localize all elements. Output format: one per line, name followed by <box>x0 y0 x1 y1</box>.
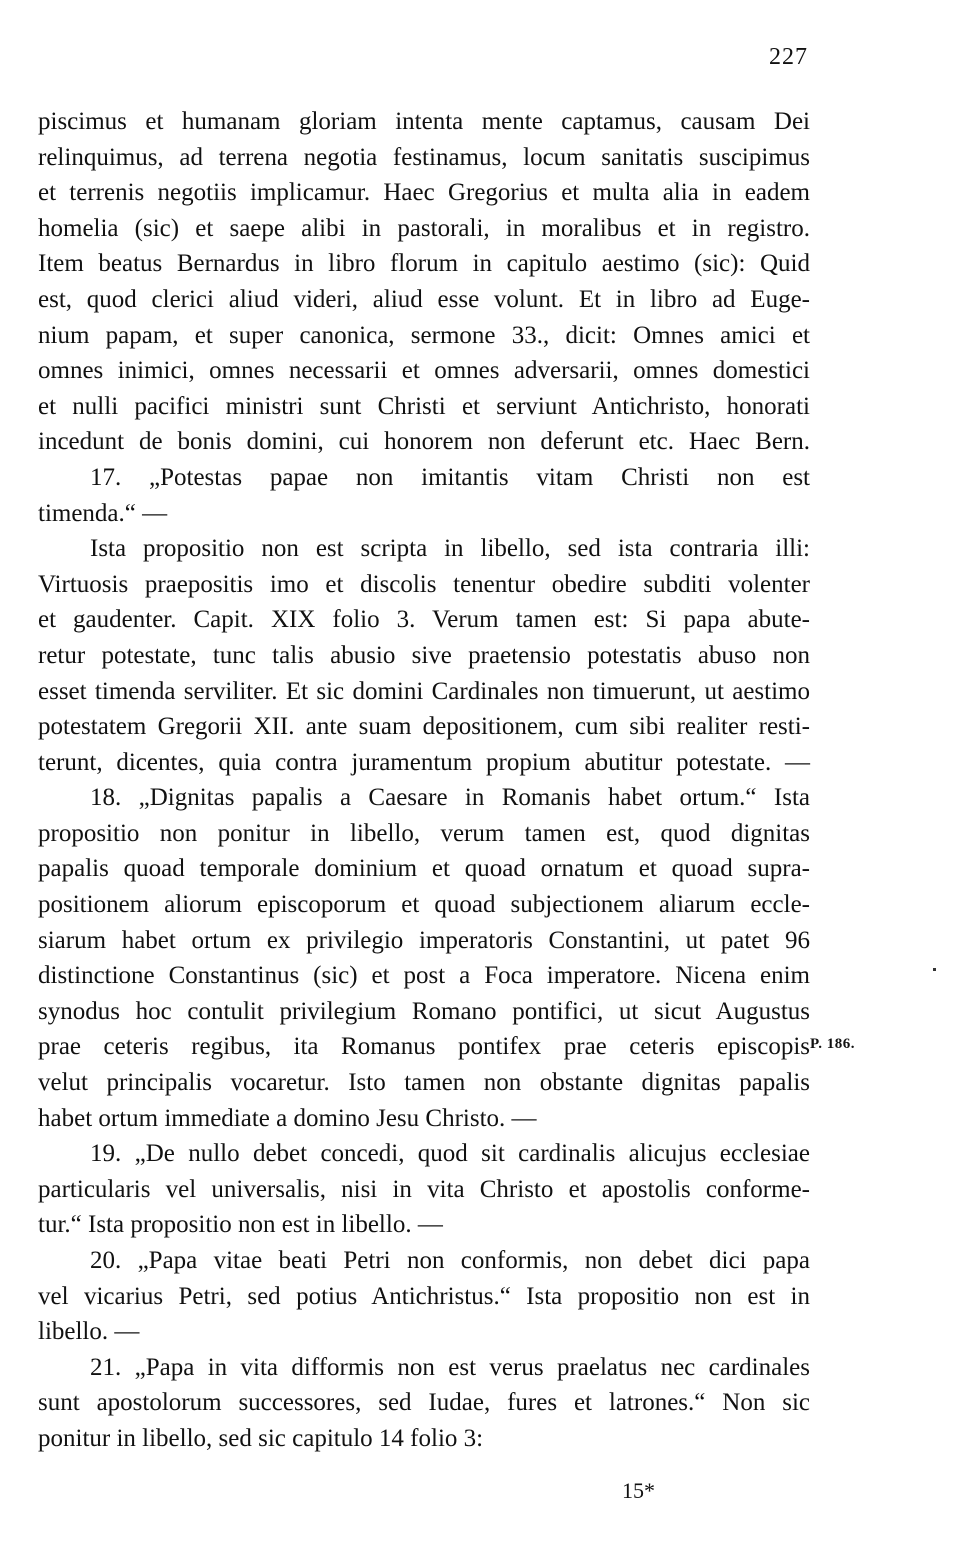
text-line: et terrenis negotiis implicamur. Haec Gregorius et multa alia in eadem <box>38 179 810 207</box>
text-line: et gaudenter. Capit. XIX folio 3. Verum tamen est: Si papa abute- <box>38 606 810 634</box>
text-line: Item beatus Bernardus in libro florum in capitulo aestimo (sic): Quid <box>38 250 810 278</box>
text-line: homelia (sic) et saepe alibi in pastorali, in moralibus et in registro. <box>38 214 810 242</box>
text-line: incedunt de bonis domini, cui honorem non deferunt etc. Haec Bern. <box>38 428 810 456</box>
text-line: ponitur in libello, sed sic capitulo 14 folio 3: <box>38 1424 484 1452</box>
text-line: esset timenda serviliter. Et sic domini Cardinales non timuerunt, ut aestimo <box>38 677 810 705</box>
text-line: potestatem Gregorii XII. ante suam depositionem, cum sibi realiter resti- <box>38 713 810 741</box>
text-line: nium papam, et super canonica, sermone 33., dicit: Omnes amici et <box>38 321 810 349</box>
text-line: retur potestate, tunc talis abusio sive praetensio potestatis abuso non <box>38 641 810 669</box>
margin-page-reference: P. 186. <box>810 1036 856 1052</box>
text-line: synodus hoc contulit privilegium Romano pontifici, ut sicut Augustus <box>38 997 810 1025</box>
text-line: papalis quoad temporale dominium et quoad ornatum et quoad supra- <box>38 855 810 883</box>
text-line: libello. — <box>38 1318 140 1346</box>
text-line: Virtuosis praepositis imo et discolis tenentur obedire subditi volenter <box>38 570 810 598</box>
proposition-20-heading: 20. „Papa vitae beati Petri non conformis, non debet dici papa <box>90 1247 810 1274</box>
signature-mark: 15* <box>622 1478 655 1503</box>
proposition-18-heading: 18. „Dignitas papalis a Caesare in Romanis habet ortum.“ Ista <box>90 784 810 812</box>
text-line: omnes inimici, omnes necessarii et omnes adversarii, omnes domestici <box>38 357 810 385</box>
text-line: sunt apostolorum successores, sed Iudae, fures et latrones.“ Non sic <box>38 1389 810 1417</box>
scan-speck <box>933 968 936 971</box>
text-line: vel vicarius Petri, sed potius Antichristus.“ Ista propositio non est in <box>38 1282 810 1310</box>
proposition-21-heading: 21. „Papa in vita difformis non est verus praelatus nec cardinales <box>90 1353 810 1381</box>
text-line: prae ceteris regibus, ita Romanus pontifex prae ceteris episcopis <box>38 1033 810 1061</box>
text-line: et nulli pacifici ministri sunt Christi et serviunt Antichristo, honorati <box>38 392 810 420</box>
proposition-17-heading: 17. „Potestas papae non imitantis vitam Christi non est <box>90 463 810 491</box>
text-line: distinctione Constantinus (sic) et post a Foca imperatore. Nicena enim <box>38 962 810 990</box>
text-line: particularis vel universalis, nisi in vita Christo et apostolis conforme- <box>38 1175 810 1203</box>
text-line: positionem aliorum episcoporum et quoad subjectionem aliarum eccle- <box>38 891 810 919</box>
text-line: propositio non ponitur in libello, verum tamen est, quod dignitas <box>38 819 810 847</box>
text-line: piscimus et humanam gloriam intenta mente captamus, causam Dei <box>38 108 810 135</box>
text-line: timenda.“ — <box>38 499 168 527</box>
text-line: velut principalis vocaretur. Isto tamen non obstante dignitas papalis <box>38 1069 810 1097</box>
text-line: terunt, dicentes, quia contra juramentum propium abutitur potestate. — <box>38 748 810 776</box>
text-line: siarum habet ortum ex privilegio imperatoris Constantini, ut patet 96 <box>38 926 810 954</box>
body-text <box>38 104 810 1457</box>
text-line: Ista propositio non est scripta in libello, sed ista contraria illi: <box>90 535 810 563</box>
text-line: est, quod clerici aliud videri, aliud esse volunt. Et in libro ad Euge- <box>38 285 810 313</box>
page-number: 227 <box>769 44 808 70</box>
text-line: habet ortum immediate a domino Jesu Christo. — <box>38 1104 537 1132</box>
text-line: relinquimus, ad terrena negotia festinamus, locum sanitatis suscipimus <box>38 143 810 171</box>
proposition-19-heading: 19. „De nullo debet concedi, quod sit cardinalis alicujus ecclesiae <box>90 1140 810 1168</box>
text-line: tur.“ Ista propositio non est in libello. — <box>38 1211 443 1239</box>
